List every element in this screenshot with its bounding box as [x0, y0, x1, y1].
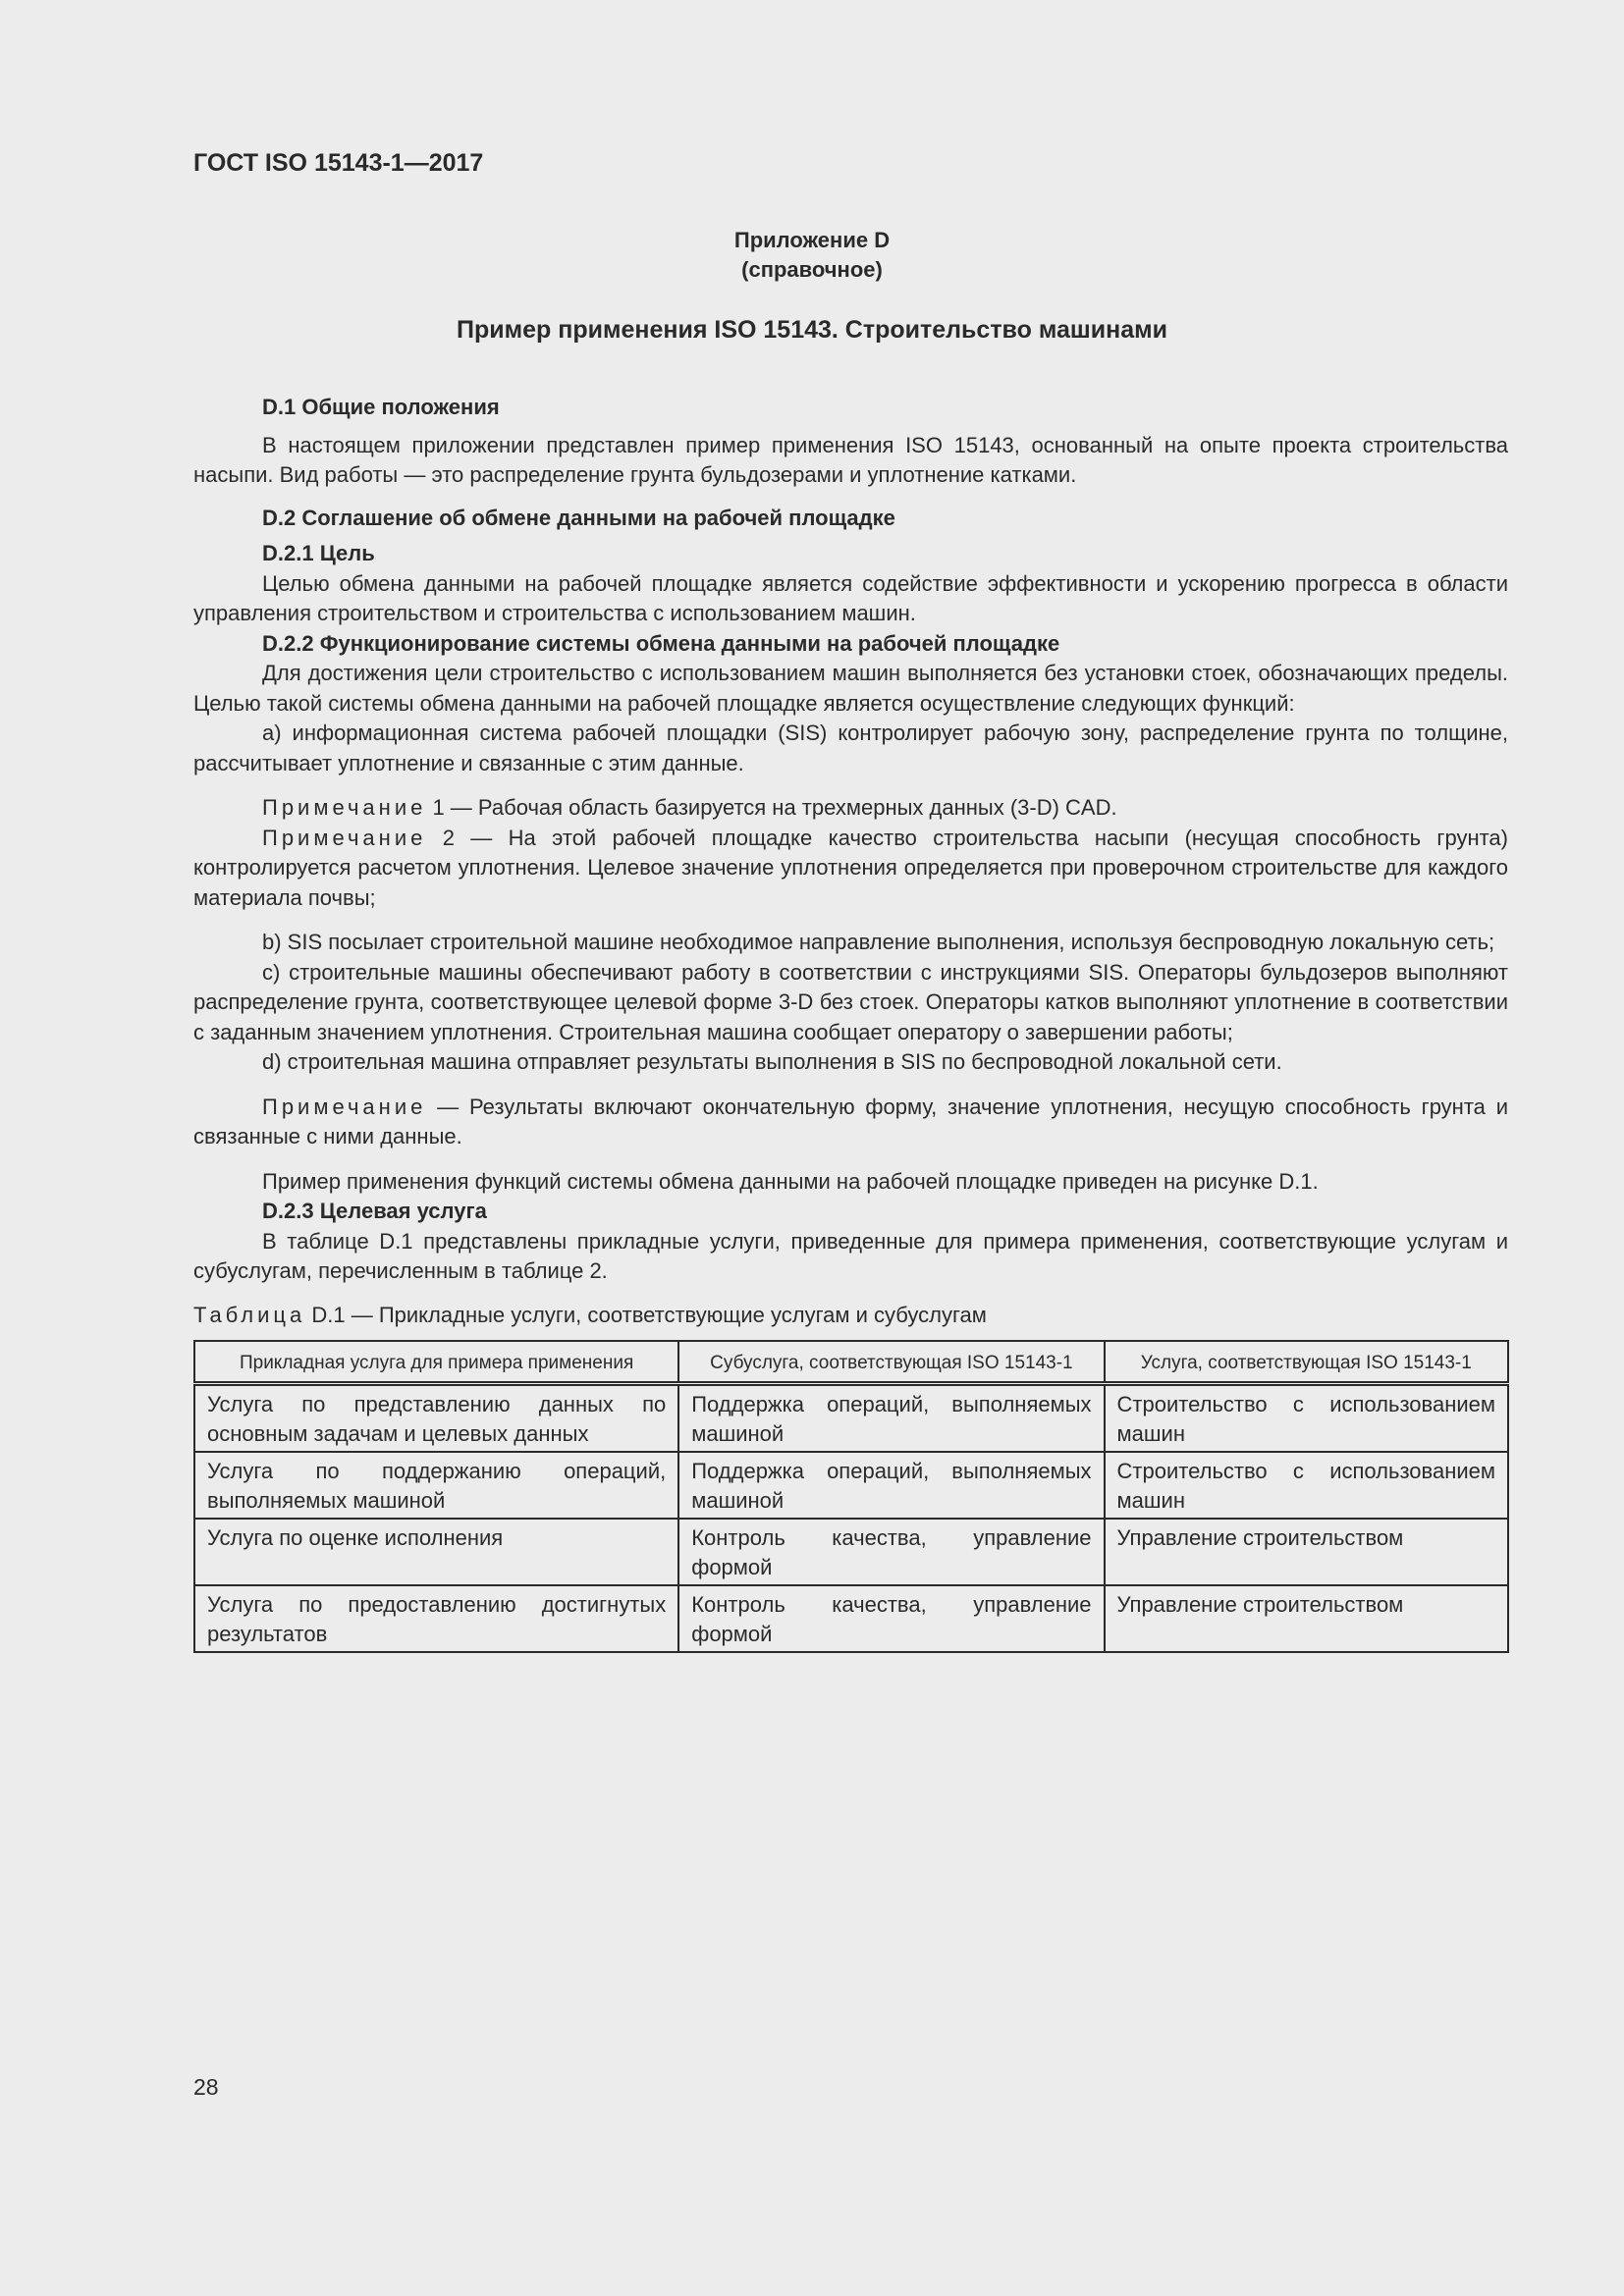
table-cell: Поддержка операций, выполняемых машиной [678, 1452, 1104, 1519]
table-header-cell: Услуга, соответствующая ISO 15143-1 [1105, 1341, 1508, 1384]
table-cell: Строительство с использованием машин [1105, 1452, 1508, 1519]
note-label: Примечание [262, 1094, 427, 1119]
section-heading-d1: D.1 Общие положения [262, 395, 500, 419]
table-row [194, 1519, 1508, 1585]
table-row [194, 1452, 1508, 1519]
table-caption-label: Таблица [193, 1302, 306, 1327]
list-item-c: c) строительные машины обеспечивают работу в соответствии с инструкциями SIS. Операторы бульдозеров выполняют распределение грунта, соответствующее целевой форме 3-D без стоек. Операторы катков выполняют уплотнение в соответствии с заданным значением уплотнения. Строительная машина сообщает оператору о завершении работы; [193, 959, 1508, 1044]
table-cell: Поддержка операций, выполняемых машиной [678, 1384, 1104, 1453]
table-cell: Управление строительством [1105, 1519, 1508, 1585]
page-number: 28 [193, 2074, 219, 2100]
paragraph-d1: В настоящем приложении представлен пример применения ISO 15143, основанный на опыте проекта строительства насыпи. Вид работы — это распределение грунта бульдозерами и уплотнение катками. [193, 432, 1508, 487]
note-text: 2 — На этой рабочей площадке качество строительства насыпи (несущая способность грунта) контролируется расчетом уплотнения. Целевое значение уплотнения определяется при проверочном строительстве для каждого материала почвы; [193, 825, 1508, 910]
list-item-b: b) SIS посылает строительной машине необходимое направление выполнения, используя беспроводную локальную сеть; [262, 930, 1495, 954]
section-heading-d2: D.2 Соглашение об обмене данными на рабочей площадке [262, 505, 895, 530]
table-cell: Контроль качества, управление формой [678, 1519, 1104, 1585]
note-1 [193, 793, 1508, 824]
paragraph-d23: В таблице D.1 представлены прикладные услуги, приведенные для примера применения, соответствующие услугам и субуслугам, перечисленным в таблице 2. [193, 1228, 1508, 1283]
services-table [193, 1340, 1509, 1653]
figure-reference: Пример применения функций системы обмена данными на рабочей площадке приведен на рисунке D.1. [262, 1168, 1319, 1194]
note-text: 1 — Рабочая область базируется на трехмерных данных (3-D) CAD. [426, 795, 1117, 820]
table-cell: Услуга по представлению данных по основным задачам и целевых данных [194, 1384, 678, 1453]
table-cell: Управление строительством [1105, 1585, 1508, 1652]
table-caption-text: D.1 — Прикладные услуги, соответствующие услугам и субуслугам [305, 1302, 987, 1327]
note-3 [193, 1093, 1508, 1152]
annex-heading [0, 226, 1624, 285]
table-cell: Услуга по предоставлению достигнутых результатов [194, 1585, 678, 1652]
list-item-d: d) строительная машина отправляет результаты выполнения в SIS по беспроводной локальной сети. [262, 1049, 1282, 1074]
note-text: — Результаты включают окончательную форму, значение уплотнения, несущую способность грунта и связанные с ними данные. [193, 1094, 1508, 1148]
paragraph-d21: Целью обмена данными на рабочей площадке является содействие эффективности и ускорению прогресса в области управления строительством и строительства с использованием машин. [193, 570, 1508, 625]
annex-label: Приложение D [733, 228, 891, 252]
annex-type: (справочное) [741, 257, 883, 282]
table-cell: Строительство с использованием машин [1105, 1384, 1508, 1453]
table-row [194, 1384, 1508, 1453]
section-heading-d22: D.2.2 Функционирование системы обмена данными на рабочей площадке [262, 630, 1060, 656]
table-header-row [194, 1341, 1508, 1384]
table-cell: Контроль качества, управление формой [678, 1585, 1104, 1652]
table-caption [193, 1301, 1508, 1331]
section-heading-d21: D.2.1 Цель [262, 541, 375, 565]
document-code: ГОСТ ISO 15143-1—2017 [193, 149, 484, 177]
table-row [194, 1585, 1508, 1652]
document-body [193, 393, 1508, 1653]
note-label: Примечание [262, 825, 427, 850]
table-cell: Услуга по оценке исполнения [194, 1519, 678, 1585]
annex-title: Пример применения ISO 15143. Строительство машинами [457, 316, 1167, 344]
note-2 [193, 824, 1508, 914]
table-header-cell: Субуслуга, соответствующая ISO 15143-1 [678, 1341, 1104, 1384]
table-header-cell: Прикладная услуга для примера применения [194, 1341, 678, 1384]
list-item-a: a) информационная система рабочей площадки (SIS) контролирует рабочую зону, распределение грунта по толщине, рассчитывает уплотнение и связанные с этим данные. [193, 721, 1508, 775]
table-cell: Услуга по поддержанию операций, выполняемых машиной [194, 1452, 678, 1519]
section-heading-d23: D.2.3 Целевая услуга [262, 1199, 487, 1223]
paragraph-d22: Для достижения цели строительство с использованием машин выполняется без установки стоек, обозначающих пределы. Целью такой системы обмена данными на рабочей площадке является осуществление следующих функций: [193, 661, 1508, 716]
note-label: Примечание [262, 795, 427, 820]
